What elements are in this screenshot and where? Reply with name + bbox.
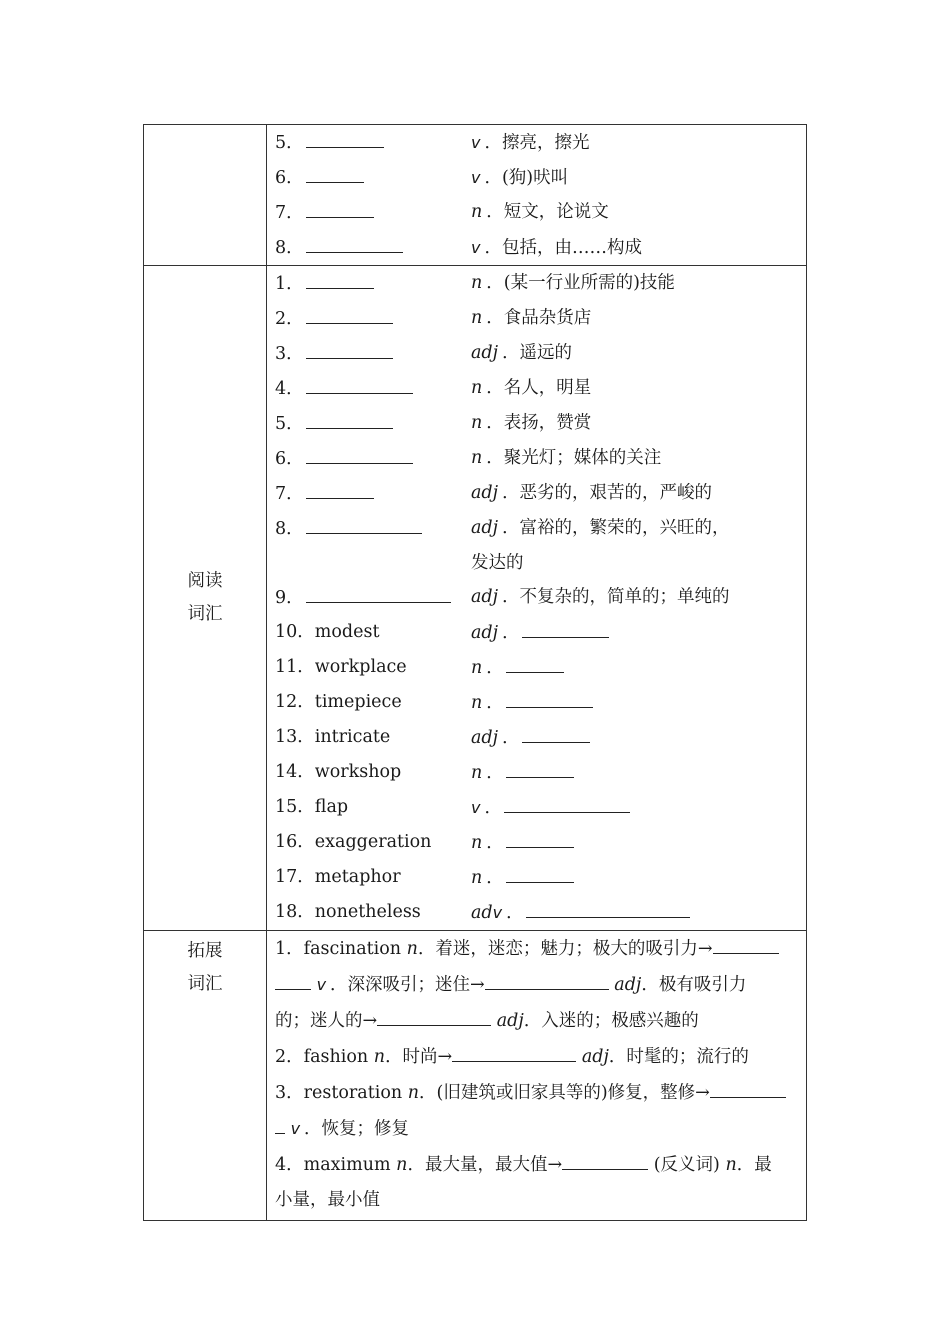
word-meaning: ．不复杂的，简单的；单纯的 xyxy=(502,587,730,607)
vocab-row xyxy=(275,160,806,195)
english-word: timepiece xyxy=(314,692,402,712)
extension-category-cell xyxy=(144,931,267,1221)
english-word: exaggeration xyxy=(314,832,432,852)
answer-blank[interactable] xyxy=(306,511,422,534)
extension-item-3: 3．restoration n．(旧建筑或旧家具等的)修复，整修→ v ．恢复；修复 xyxy=(275,1075,798,1147)
word-meaning: ．食品杂货店 xyxy=(486,308,592,328)
word-meaning: ．恶劣的，艰苦的，严峻的 xyxy=(502,483,713,503)
part-of-speech: n xyxy=(471,658,483,678)
item-number: 16． xyxy=(275,832,315,852)
word-meaning: ．表扬，赞赏 xyxy=(486,413,592,433)
extension-item-2: 2．fashion n．时尚→ adj．时髦的；流行的 xyxy=(275,1039,798,1075)
reading-list xyxy=(267,266,806,930)
section1-row xyxy=(144,125,807,266)
answer-blank[interactable] xyxy=(306,195,374,218)
part-of-speech: n xyxy=(471,693,483,713)
answer-blank[interactable] xyxy=(504,790,630,813)
vocab-row xyxy=(275,755,806,790)
answer-blank[interactable] xyxy=(306,371,413,394)
part-of-speech: ad xyxy=(471,903,493,923)
item-number: 18． xyxy=(275,902,315,922)
part-of-speech: adj xyxy=(471,518,499,538)
answer-blank[interactable] xyxy=(275,967,311,990)
item-number: 14． xyxy=(275,762,315,782)
item-number: 15． xyxy=(275,797,315,817)
answer-blank[interactable] xyxy=(506,685,593,708)
word-meaning: ．遥远的 xyxy=(502,343,573,363)
answer-blank[interactable] xyxy=(522,615,609,638)
part-of-speech: n xyxy=(471,763,483,783)
answer-blank[interactable] xyxy=(306,125,384,148)
vocab-row xyxy=(275,685,806,720)
word-meaning: ．名人，明星 xyxy=(486,378,592,398)
extension-label-line1: 拓展 xyxy=(187,941,223,961)
part-of-speech: v xyxy=(471,133,481,152)
vocab-row xyxy=(275,195,806,230)
reading-label-line1: 阅读 xyxy=(187,571,223,591)
part-of-speech: adj xyxy=(471,728,499,748)
english-word: metaphor xyxy=(314,867,401,887)
separator: ． xyxy=(486,763,504,783)
extension-content xyxy=(267,931,806,1220)
part-of-speech: v xyxy=(471,798,481,817)
word-meaning: ．(狗)吠叫 xyxy=(484,168,569,188)
part-of-speech: n xyxy=(471,202,483,222)
answer-blank[interactable] xyxy=(506,650,564,673)
vocabulary-table xyxy=(143,124,807,1221)
item-number: 7． xyxy=(275,203,304,223)
separator: ． xyxy=(502,728,520,748)
part-of-speech: n xyxy=(471,448,483,468)
english-word: workshop xyxy=(314,762,402,782)
english-word: intricate xyxy=(314,727,391,747)
part-of-speech: adj xyxy=(471,587,499,607)
answer-blank[interactable] xyxy=(306,476,374,499)
separator: ． xyxy=(506,903,524,923)
part-of-speech: n xyxy=(471,308,483,328)
vocab-row xyxy=(275,406,806,441)
answer-blank[interactable] xyxy=(506,755,574,778)
answer-blank[interactable] xyxy=(306,441,413,464)
item-number: 7． xyxy=(275,484,304,504)
item-number: 13． xyxy=(275,727,315,747)
part-of-speech: n xyxy=(471,413,483,433)
word-meaning: ．富裕的，繁荣的，兴旺的， xyxy=(502,518,730,538)
extension-item-4: 4．maximum n．最大量，最大值→ (反义词) n．最 小量，最小值 xyxy=(275,1147,798,1218)
vocab-row xyxy=(275,615,806,650)
vocab-row xyxy=(275,825,806,860)
word-meaning: ．(某一行业所需的)技能 xyxy=(486,273,675,293)
part-of-speech: n xyxy=(471,868,483,888)
answer-blank[interactable] xyxy=(306,580,451,603)
english-word: modest xyxy=(314,622,380,642)
reading-category-cell xyxy=(144,266,267,931)
vocab-row xyxy=(275,476,806,511)
item-number: 3． xyxy=(275,344,304,364)
answer-blank[interactable] xyxy=(506,825,574,848)
vocab-row xyxy=(275,895,806,930)
answer-blank[interactable] xyxy=(306,160,364,183)
part-of-speech: v xyxy=(492,903,503,922)
item-number: 5． xyxy=(275,414,304,434)
part-of-speech: v xyxy=(471,238,481,257)
item-number: 10． xyxy=(275,622,315,642)
item-number: 4． xyxy=(275,379,304,399)
item-number: 11． xyxy=(275,657,315,677)
item-number: 6． xyxy=(275,449,304,469)
part-of-speech: adj xyxy=(471,623,499,643)
answer-blank[interactable] xyxy=(506,860,574,883)
english-word: workplace xyxy=(314,657,407,677)
vocab-row xyxy=(275,125,806,160)
reading-row xyxy=(144,266,807,931)
section1-category-cell xyxy=(144,125,267,266)
word-meaning: ．擦亮，擦光 xyxy=(484,133,590,153)
english-word: flap xyxy=(314,797,349,817)
part-of-speech: n xyxy=(471,273,483,293)
vocab-row xyxy=(275,230,806,265)
section1-list xyxy=(267,125,806,265)
vocab-row xyxy=(275,650,806,685)
separator: ． xyxy=(502,623,520,643)
answer-blank[interactable] xyxy=(275,1111,285,1134)
item-number: 5． xyxy=(275,133,304,153)
answer-blank[interactable] xyxy=(452,1039,576,1062)
extension-label-line2: 词汇 xyxy=(187,974,223,994)
separator: ． xyxy=(486,833,504,853)
answer-blank[interactable] xyxy=(526,895,690,918)
item-number: 1． xyxy=(275,274,304,294)
vocab-row xyxy=(275,301,806,336)
item-number: 2． xyxy=(275,309,304,329)
answer-blank[interactable] xyxy=(306,230,403,253)
separator: ． xyxy=(484,798,502,818)
item-number: 17． xyxy=(275,867,315,887)
reading-category-label xyxy=(188,565,223,631)
answer-blank[interactable] xyxy=(306,301,393,324)
vocab-row xyxy=(275,511,806,580)
part-of-speech: adj xyxy=(471,483,499,503)
word-meaning: ．短文，论说文 xyxy=(486,202,609,222)
vocab-row xyxy=(275,441,806,476)
vocab-row xyxy=(275,720,806,755)
vocab-row xyxy=(275,371,806,406)
answer-blank[interactable] xyxy=(306,266,374,289)
part-of-speech: adj xyxy=(471,343,499,363)
answer-blank[interactable] xyxy=(485,967,609,990)
separator: ． xyxy=(486,693,504,713)
word-meaning-cont: 发达的 xyxy=(471,553,524,573)
part-of-speech: v xyxy=(471,168,481,187)
extension-category-label xyxy=(188,935,223,1001)
separator: ． xyxy=(486,658,504,678)
answer-blank[interactable] xyxy=(306,336,393,359)
reading-label-line2: 词汇 xyxy=(187,604,223,624)
part-of-speech: n xyxy=(471,378,483,398)
english-word: nonetheless xyxy=(314,902,421,922)
extension-item-1: 1．fascination n．着迷，迷恋；魅力；极大的吸引力→ v ．深深吸引；迷住→ adj．极有吸引力 的；迷人的→ adj．入迷的；极感兴趣的 xyxy=(275,931,798,1039)
answer-blank[interactable] xyxy=(710,1075,786,1098)
item-number: 6． xyxy=(275,168,304,188)
vocab-row xyxy=(275,860,806,895)
word-meaning: ．包括，由……构成 xyxy=(484,238,642,258)
item-number: 12． xyxy=(275,692,315,712)
item-number: 8． xyxy=(275,238,304,258)
answer-blank[interactable] xyxy=(522,720,590,743)
vocab-row xyxy=(275,790,806,825)
word-meaning: ．聚光灯；媒体的关注 xyxy=(486,448,662,468)
vocab-row xyxy=(275,580,806,615)
answer-blank[interactable] xyxy=(562,1147,648,1170)
vocab-row xyxy=(275,266,806,301)
answer-blank[interactable] xyxy=(713,931,779,954)
vocab-row xyxy=(275,336,806,371)
extension-row xyxy=(144,931,807,1221)
answer-blank[interactable] xyxy=(377,1003,491,1026)
separator: ． xyxy=(486,868,504,888)
answer-blank[interactable] xyxy=(306,406,393,429)
part-of-speech: n xyxy=(471,833,483,853)
item-number: 8． xyxy=(275,519,304,539)
item-number: 9． xyxy=(275,588,304,608)
